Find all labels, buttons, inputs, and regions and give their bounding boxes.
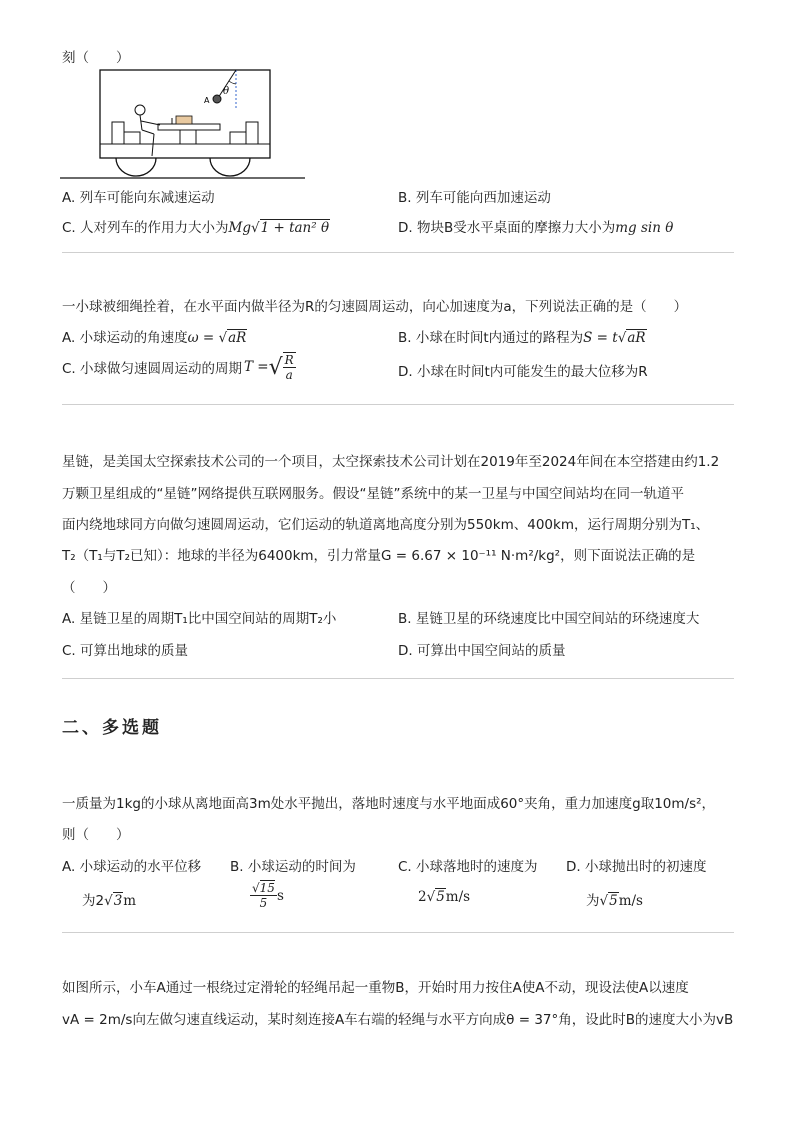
- option-b[interactable]: B. 星链卫星的环绕速度比中国空间站的环绕速度大: [398, 611, 700, 627]
- option-a[interactable]: A. 星链卫星的周期T₁比中国空间站的周期T₂小: [62, 611, 337, 627]
- divider: [62, 678, 734, 679]
- section-title: 二、多选题: [62, 718, 162, 738]
- option-c[interactable]: C. 小球落地时的速度为 2√5m/s: [398, 859, 538, 905]
- label-theta: θ: [223, 86, 230, 97]
- question-stem: 一小球被细绳拴着，在水平面内做半径为R的匀速圆周运动，向心加速度为a，下列说法正确的是（ ）: [62, 299, 688, 315]
- question-line-2: 万颗卫星组成的“星链”网络提供互联网服务。假设“星链”系统中的某一卫星与中国空间站均在同一轨道平: [62, 486, 684, 502]
- question-line-4: T₂（T₁与T₂已知）：地球的半径为6400km，引力常量G = 6.67 × 10⁻¹¹ N·m²/kg²，则下面说法正确的是: [62, 548, 696, 564]
- question-line-1: 一质量为1kg的小球从离地面高3m处水平抛出，落地时速度与水平地面成60°夹角，重力加速度g取10m/s²，: [62, 796, 716, 812]
- option-c[interactable]: C. 小球做匀速圆周运动的周期 T = √ $\frac{R}{a}$: [62, 353, 294, 382]
- option-d[interactable]: D. 小球抛出时的初速度 为√5m/s: [566, 859, 707, 909]
- option-a[interactable]: A. 列车可能向东减速运动: [62, 190, 215, 206]
- question-line-1: 如图所示，小车A通过一根绕过定滑轮的轻绳吊起一重物B，开始时用力按住A使A不动，现设法使A以速度: [62, 980, 689, 996]
- option-c[interactable]: C. 人对列车的作用力大小为Mg√1 + tan² θ: [62, 220, 330, 236]
- option-b[interactable]: B. 小球运动的时间为 $\frac{√15}{5}$ s: [230, 859, 356, 910]
- question-line-1: 星链，是美国太空探索技术公司的一个项目，太空探索技术公司计划在2019年至2024年间在本空搭建由约1.2: [62, 454, 720, 470]
- option-d[interactable]: D. 物块B受水平桌面的摩擦力大小为mg sin θ: [398, 220, 674, 236]
- question-line-3: 面内绕地球同方向做匀速圆周运动，它们运动的轨道离地高度分别为550km、400km，运行周期分别为T₁、: [62, 517, 710, 533]
- option-b[interactable]: B. 小球在时间t内通过的路程为S = t√aR: [398, 330, 646, 346]
- question-line-2: vA = 2m/s向左做匀速直线运动，某时刻连接A车右端的轻绳与水平方向成θ = 37°角，设此时B的速度大小为vB: [62, 1012, 734, 1028]
- option-b[interactable]: B. 列车可能向西加速运动: [398, 190, 551, 206]
- option-d[interactable]: D. 小球在时间t内可能发生的最大位移为R: [398, 364, 648, 380]
- divider: [62, 252, 734, 253]
- label-a: A: [204, 96, 210, 105]
- question-line-2: 则（ ）: [62, 827, 130, 843]
- train-figure: [60, 66, 310, 182]
- option-a[interactable]: A. 小球运动的角速度ω = √aR: [62, 330, 247, 346]
- divider: [62, 404, 734, 405]
- option-d[interactable]: D. 可算出中国空间站的质量: [398, 643, 566, 659]
- option-a[interactable]: A. 小球运动的水平位移 为2√3m: [62, 859, 202, 909]
- question-line-5: （ ）: [62, 580, 116, 596]
- divider: [62, 932, 734, 933]
- option-c[interactable]: C. 可算出地球的质量: [62, 643, 189, 659]
- question-stem-tail: 刻（ ）: [62, 50, 130, 66]
